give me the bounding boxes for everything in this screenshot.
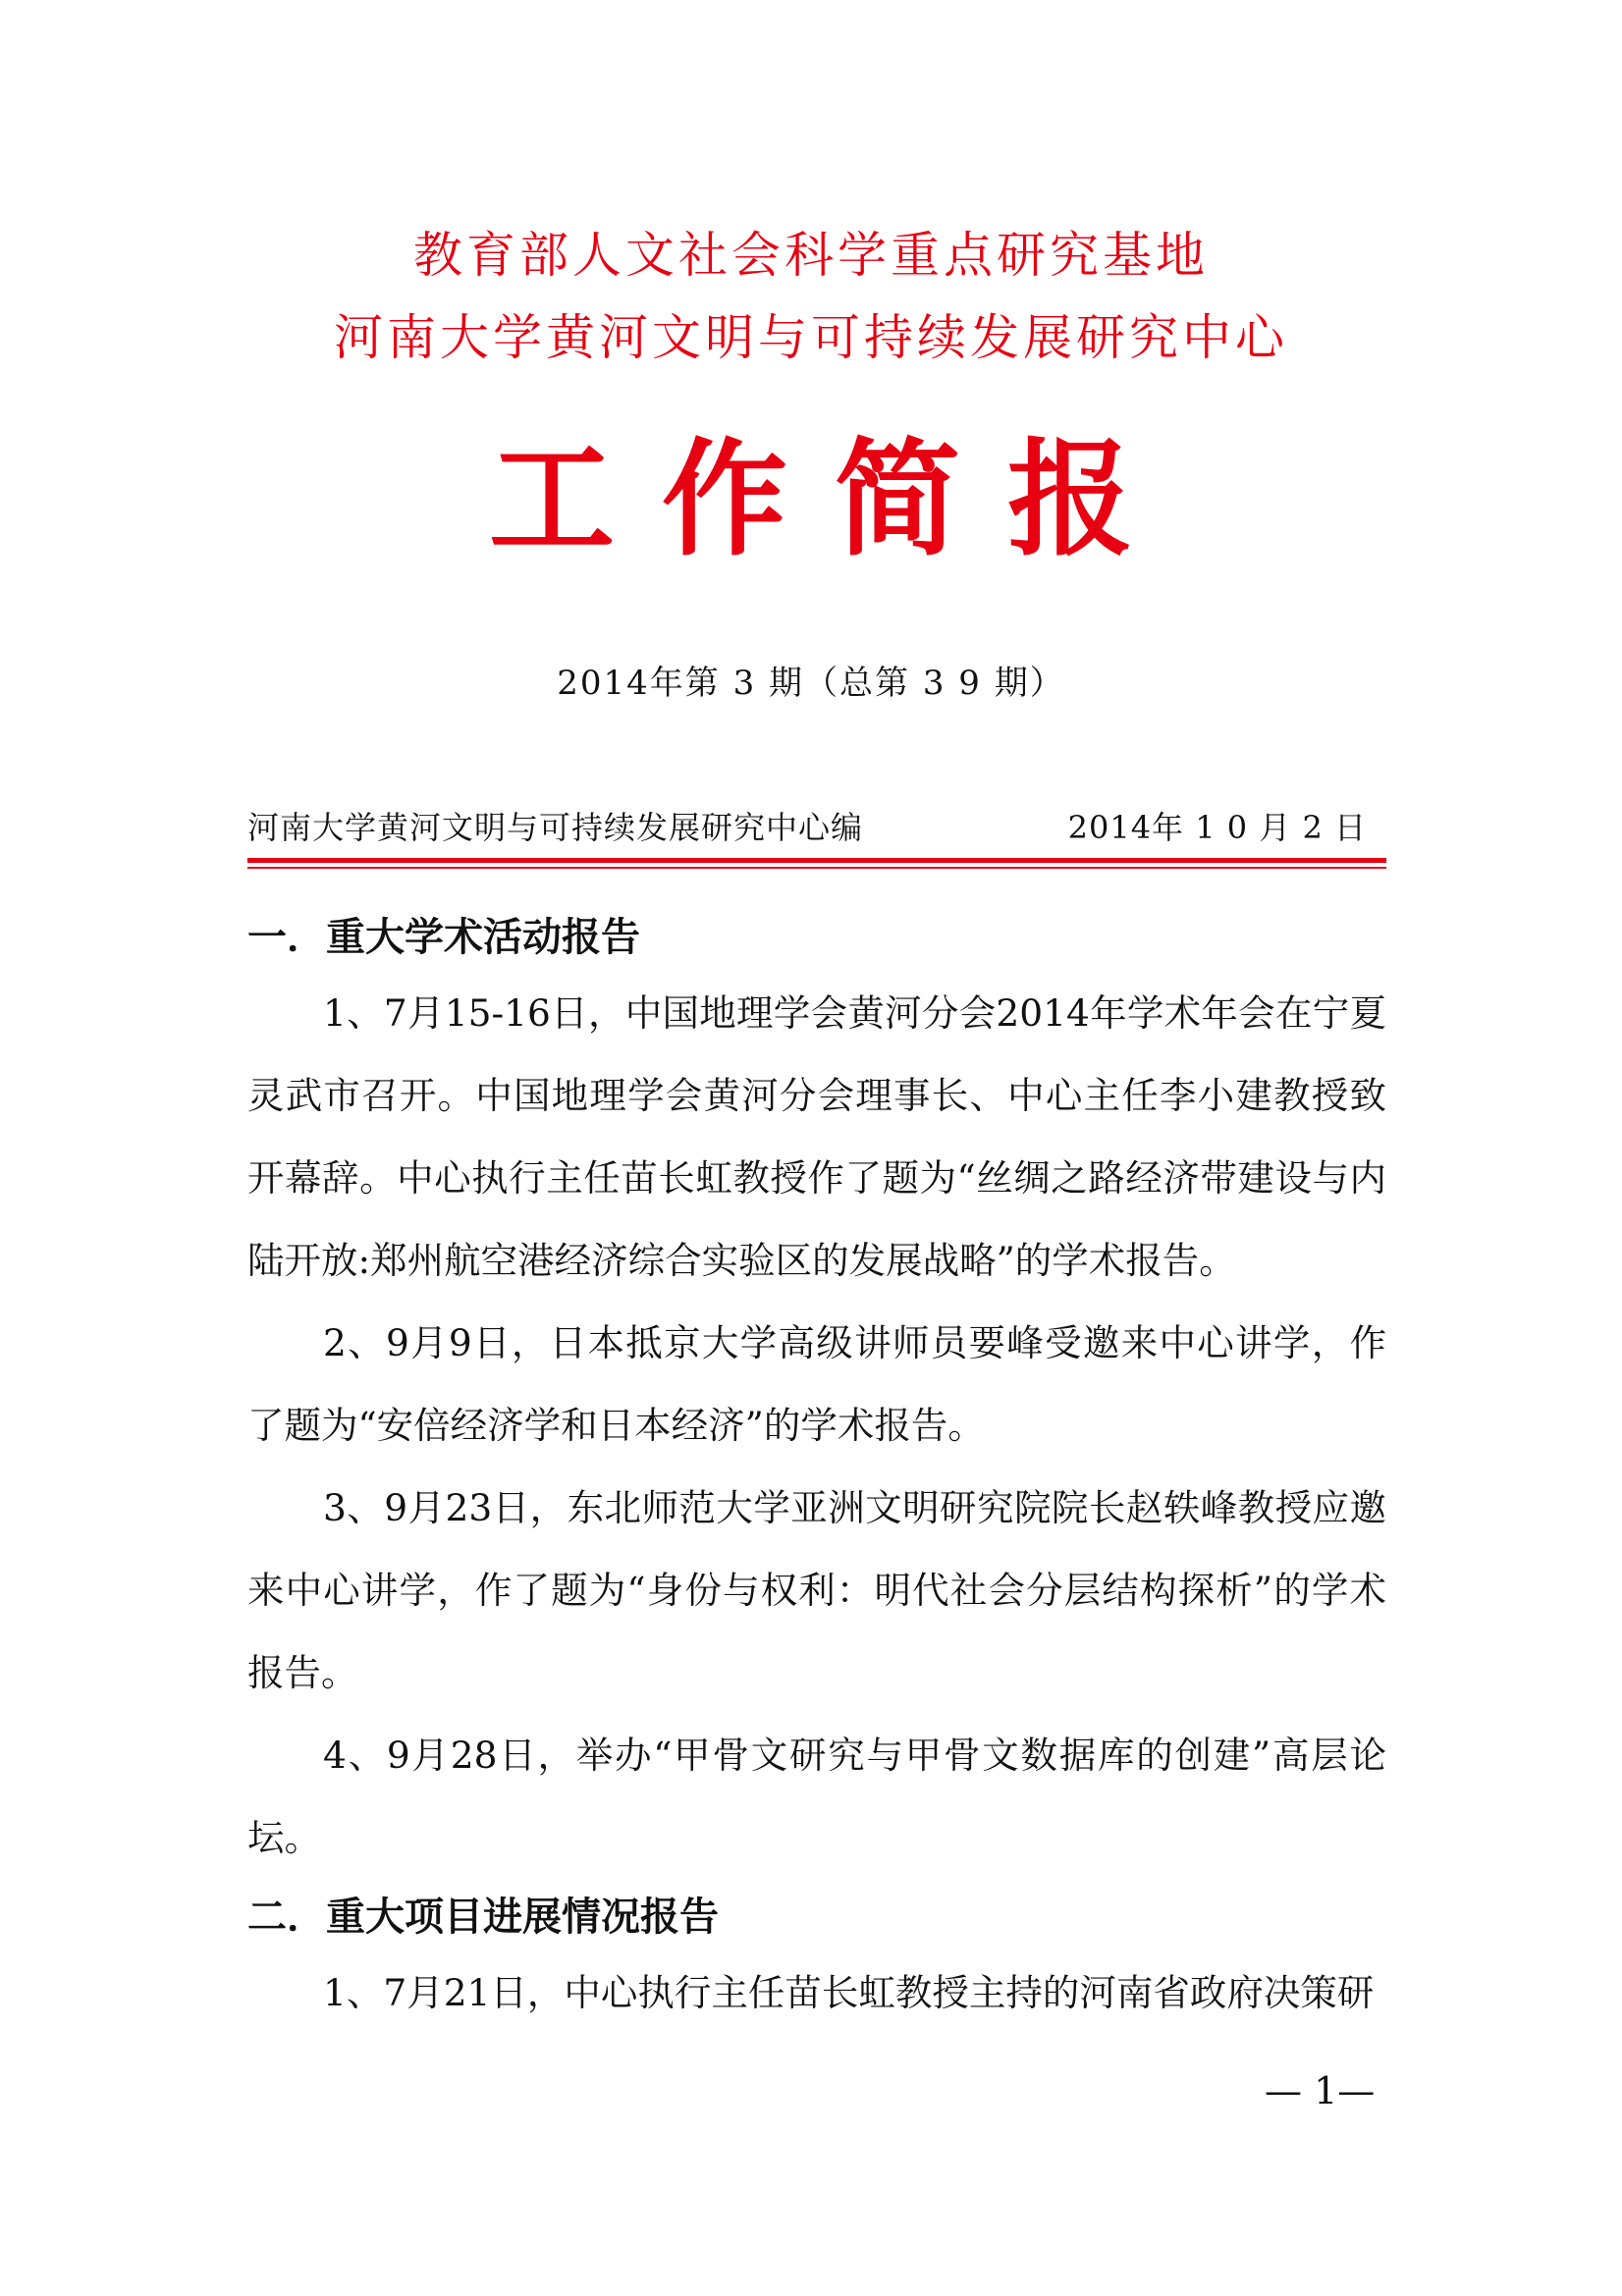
org-line-2: 河南大学黄河文明与可持续发展研究中心 (334, 309, 1288, 366)
paragraph: 3、9月23日，东北师范大学亚洲文明研究院院长赵轶峰教授应邀来中心讲学，作了题为“身份与权利：明代社会分层结构探析”的学术报告。 (247, 1486, 1386, 1694)
paragraph: 4、9月28日，举办“甲骨文研究与甲骨文数据库的创建”高层论坛。 (247, 1734, 1386, 1859)
document-body (247, 903, 1386, 2034)
issue-number: 2014年第 3 期（总第 3 9 期） (557, 664, 1065, 703)
paragraph: 1、7月21日，中心执行主任苗长虹教授主持的河南省政府决策研 (323, 1971, 1375, 2014)
org-line-1: 教育部人文社会科学重点研究基地 (413, 227, 1209, 284)
red-rule-thin (247, 867, 1386, 869)
bulletin-title: 工作简报 (488, 427, 1180, 573)
red-rule-thick (247, 858, 1386, 863)
paragraph: 2、9月9日，日本抵京大学高级讲师员要峰受邀来中心讲学，作了题为“安倍经济学和日本经济”的学术报告。 (247, 1321, 1386, 1447)
publish-date: 2014年 1 0 月 2 日 (1067, 809, 1367, 846)
paragraph: 1、7月15-16日，中国地理学会黄河分会2014年学术年会在宁夏灵武市召开。中国地理学会黄河分会理事长、中心主任李小建教授致开幕辞。中心执行主任苗长虹教授作了题为“丝绸之路经济带建设与内陆开放:郑州航空港经济综合实验区的发展战略”的学术报告。 (247, 991, 1386, 1282)
section-heading: 一．重大学术活动报告 (247, 915, 640, 960)
page-number: — 1— (1265, 2069, 1376, 2112)
editor-name: 河南大学黄河文明与可持续发展研究中心编 (247, 809, 864, 846)
section-heading: 二．重大项目进展情况报告 (247, 1895, 719, 1940)
